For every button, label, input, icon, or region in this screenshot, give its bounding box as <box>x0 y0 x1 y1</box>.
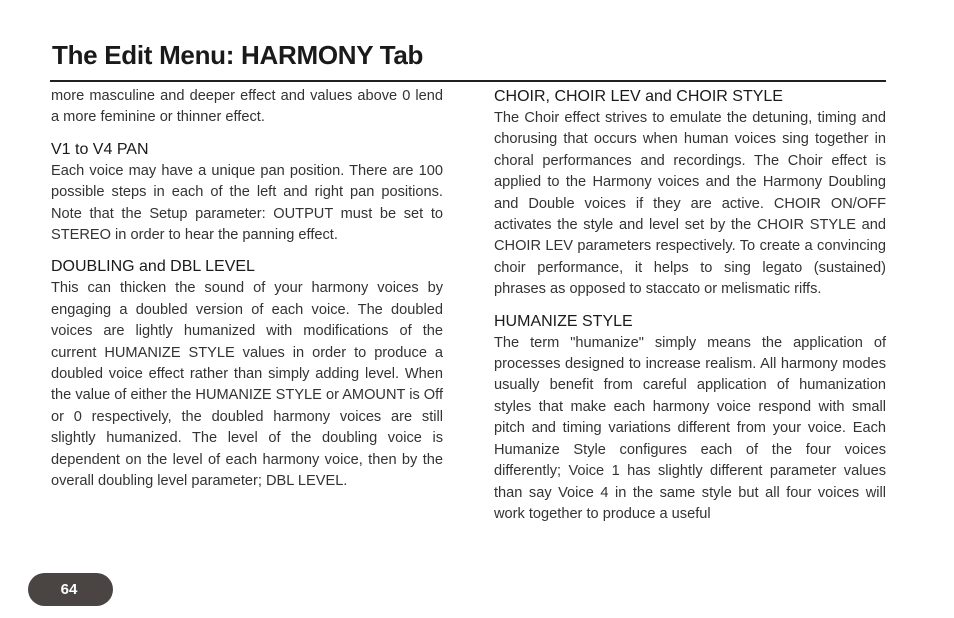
title-divider <box>50 80 886 82</box>
section-heading-pan: V1 to V4 PAN <box>51 140 149 158</box>
section-heading-choir: CHOIR, CHOIR LEV and CHOIR STYLE <box>494 88 783 105</box>
page-title: The Edit Menu: HARMONY Tab <box>52 40 424 70</box>
left-column <box>51 86 443 493</box>
section-body-doubling: This can thicken the sound of your harmony voices by engaging a doubled version of each voice. The doubled voices are lightly humanized with modifications of the current HUMANIZE STYLE values in order to produce a doubled voice effect rather than simply adding level. When the value of either the HUMANIZE STYLE or AMOUNT is Off or 0 respectively, the doubled harmony voices are still slightly humanized. The level of the doubling voice is dependent on the level of each harmony voice, then by the overall doubling level parameter; DBL LEVEL. <box>51 280 444 490</box>
intro-paragraph: more masculine and deeper effect and values above 0 lend a more feminine or thinner effect. <box>51 88 443 126</box>
right-column <box>494 86 886 525</box>
section-body-humanize: The term "humanize" simply means the application of processes designed to increase realism. All harmony modes usually benefit from careful application of humanization styles that make each harmony voice respond with small pitch and timing variations different from your voice. Each Humanize Style configures each of the four voices differently; Voice 1 has slightly different parameter values than say Voice 4 in the same style but all four voices will work together to produce a useful <box>494 334 886 522</box>
section-body-choir: The Choir effect strives to emulate the detuning, timing and chorusing that occurs when human voices sing together in choral performances and recordings. The Choir effect is applied to the Harmony voices and the Harmony Doubling and Double voices if they are active. CHOIR ON/OFF activates the style and level set by the CHOIR STYLE and CHOIR LEV parameters respectively. To create a convincing choir performance, it helps to sing legato (sustained) phrases as opposed to staccato or melismatic riffs. <box>494 110 886 298</box>
section-body-pan: Each voice may have a unique pan position. There are 100 possible steps in each of the left and right pan positions. Note that the Setup parameter: OUTPUT must be set to STEREO in order to hear the panning effect. <box>51 162 443 244</box>
section-heading-doubling: DOUBLING and DBL LEVEL <box>51 258 255 276</box>
page-number-badge <box>28 573 113 606</box>
page-number: 64 <box>60 581 78 598</box>
section-heading-humanize: HUMANIZE STYLE <box>494 312 633 330</box>
